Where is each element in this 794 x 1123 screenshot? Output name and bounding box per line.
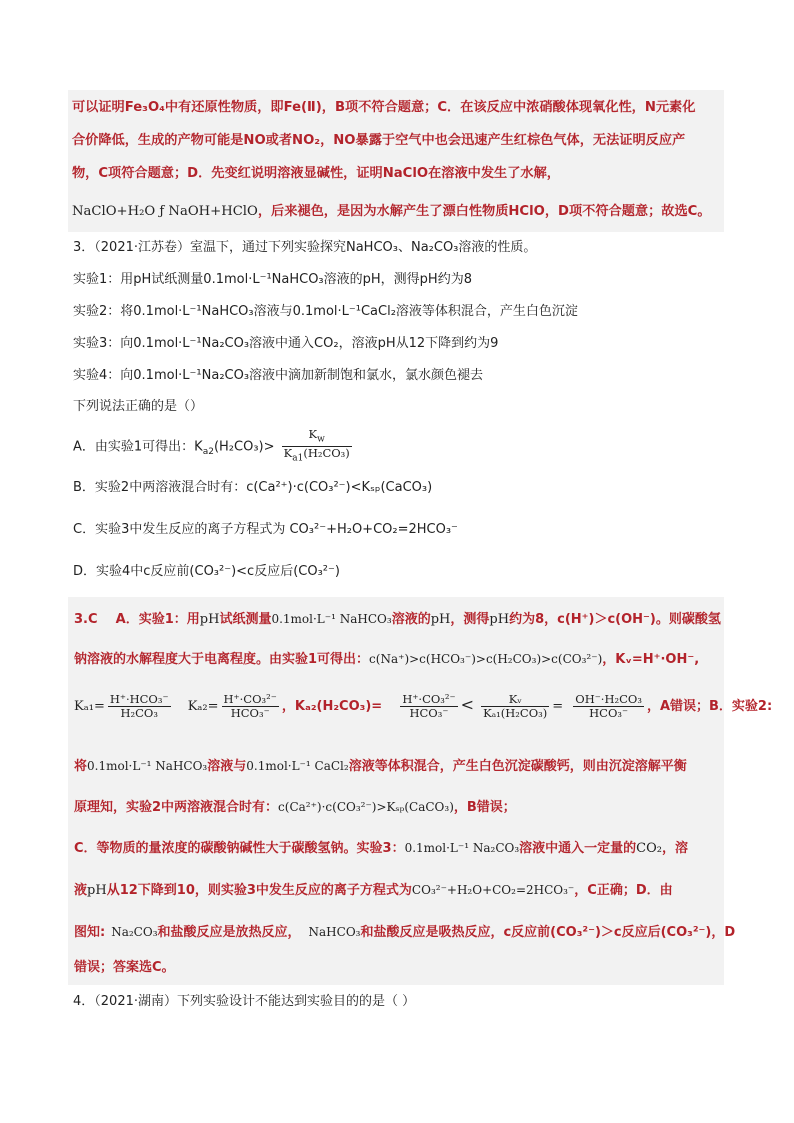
q3-option-a-prefix: A．由实验1可得出：K: [73, 439, 203, 455]
ka2-label: Kₐ₂=: [187, 699, 219, 714]
ans3-l8-s2: NaHCO₃: [308, 925, 361, 939]
q3-option-b: B．实验2中两溶液混合时有：c(Ca²⁺)·c(CO₃²⁻)<Kₛₚ(CaCO₃): [73, 480, 433, 495]
frac-den-tail: (H₂CO₃): [303, 446, 350, 461]
ans3-l7-a: 液: [74, 883, 88, 898]
ans3-line-4: [74, 756, 687, 777]
q3-stem: 3．（2021·江苏卷）室温下，通过下列实验探究NaHCO₃、Na₂CO₃溶液的性质。: [73, 240, 537, 255]
f3-num: H⁺·CO₃²⁻: [402, 692, 456, 706]
ans3-l1-e: ，测得: [450, 612, 490, 627]
frac-den-sub: a1: [292, 453, 304, 464]
ans3-l8-c: 和盐酸反应是吸热反应，c反应前(CO₃²⁻)＞c反应后(CO₃²⁻)，D: [360, 925, 736, 940]
frac-num-sub: w: [317, 434, 325, 445]
q3-option-a-sub: a2: [202, 446, 214, 457]
ans3-line-5: [74, 797, 516, 818]
ans3-l1-ph: pH: [199, 612, 220, 627]
ans3-l2-b: ，Kᵥ=H⁺·OH⁻,: [602, 652, 700, 667]
ans3-l6-c: ，溶: [662, 841, 689, 856]
ans3-l8-a: 图知:: [74, 925, 106, 940]
ans3-line-7: [74, 880, 673, 901]
prev-answer-line-4-text: ，后来褪色，是因为水解产生了漂白性物质HClO，D项不符合题意；故选C。: [257, 204, 711, 219]
ans3-l1-conc: 0.1mol·L⁻¹ NaHCO₃: [271, 612, 392, 626]
ans3-l1-b: A．实验1：用: [115, 612, 200, 627]
f5-den: HCO₃⁻: [589, 706, 629, 720]
ans3-l7-ph: pH: [87, 883, 107, 898]
ans3-line-2: [74, 649, 699, 670]
ka1-label: Kₐ₁=: [74, 699, 105, 714]
ka2-den: HCO₃⁻: [230, 706, 270, 720]
q3-exp2: 实验2：将0.1mol·L⁻¹NaHCO₃溶液与0.1mol·L⁻¹CaCl₂溶液等体积混合，产生白色沉淀: [73, 304, 578, 319]
ans3-l8-b: 和盐酸反应是放热反应，: [157, 925, 301, 940]
q3-option-c: C．实验3中发生反应的离子方程式为 CO₃²⁻+H₂O+CO₂=2HCO₃⁻: [73, 522, 458, 537]
ans3-l4-b: 溶液与: [207, 759, 247, 774]
ka2-fraction: [222, 693, 279, 720]
frac-num: K: [308, 427, 318, 441]
ans3-l3-tail: ，A错误；B．实验2:: [646, 699, 773, 714]
f4-num: Kᵥ: [481, 693, 549, 707]
q3-option-a: [73, 428, 355, 467]
q3-exp3: 实验3：向0.1mol·L⁻¹Na₂CO₃溶液中通入CO₂，溶液pH从12下降到约为9: [73, 336, 499, 351]
kw-over-ka1-fraction: [282, 428, 352, 466]
q4-stem: 4．（2021·湖南）下列实验设计不能达到实验目的的是（ ）: [73, 994, 416, 1009]
ans3-l4-c1: 0.1mol·L⁻¹ NaHCO₃: [87, 759, 208, 773]
ans3-l6-co2: CO₂: [636, 841, 662, 856]
q3-option-a-mid: (H₂CO₃)>: [213, 439, 275, 455]
ans3-line-6: [74, 838, 688, 859]
ka2-text: ，Kₐ₂(H₂CO₃)=: [281, 699, 383, 714]
f5-num: OH⁻·H₂CO₃: [575, 692, 642, 706]
ans3-l1-ph-2: pH: [430, 612, 451, 627]
q3-option-d: D．实验4中c反应前(CO₃²⁻)<c反应后(CO₃²⁻): [73, 564, 340, 579]
hydrolysis-equation: NaClO+H₂O ƒ NaOH+HClO: [72, 204, 258, 219]
frac-den: K: [283, 446, 293, 461]
ans3-line-1: [74, 609, 721, 630]
ans3-l2-a: 钠溶液的水解程度大于电离程度。由实验1可得出：: [74, 652, 370, 667]
ans3-l5-a: 原理知，实验2中两溶液混合时有：: [74, 800, 279, 815]
ans3-l1-c: 试纸测量: [219, 612, 272, 627]
ans3-l1-ph-3: pH: [489, 612, 510, 627]
ans3-l4-a: 将: [74, 759, 88, 774]
ans3-l6-a: C．等物质的量浓度的碳酸钠碱性大于碳酸氢钠。实验3：: [74, 841, 405, 856]
answer-label: 3.C: [74, 612, 98, 627]
ans3-l5-b: ，B错误；: [453, 800, 516, 815]
ans3-l4-c: 溶液等体积混合，产生白色沉淀碳酸钙，则由沉淀溶解平衡: [348, 759, 687, 774]
prev-answer-line-1: 可以证明Fe₃O₄中有还原性物质，即Fe(Ⅱ)，B项不符合题意；C．在该反应中浓硝酸体现氧化性，N元素化: [72, 100, 696, 115]
ans3-l5-eq: c(Ca²⁺)·c(CO₃²⁻)>Kₛₚ(CaCO₃): [278, 800, 454, 814]
ans3-l1-d: 溶液的: [391, 612, 431, 627]
ka2-fraction-2: [400, 693, 457, 720]
kh-fraction: [573, 693, 644, 720]
prev-answer-block: [68, 90, 724, 232]
ans3-l7-eq: CO₃²⁻+H₂O+CO₂=2HCO₃⁻: [411, 883, 575, 897]
less-than: <: [460, 695, 474, 714]
ans3-l4-c2: 0.1mol·L⁻¹ CaCl₂: [246, 759, 349, 773]
ans3-line-3: [74, 685, 772, 727]
ans3-line-9: 错误；答案选C。: [74, 960, 175, 975]
kw-ka1-fraction: [481, 693, 549, 720]
q3-exp1: 实验1：用pH试纸测量0.1mol·L⁻¹NaHCO₃溶液的pH，测得pH约为8: [73, 272, 472, 287]
ans3-l6-conc: 0.1mol·L⁻¹ Na₂CO₃: [404, 841, 520, 855]
ka2-num: H⁺·CO₃²⁻: [223, 692, 277, 706]
ans3-l2-eq: c(Na⁺)>c(HCO₃⁻)>c(H₂CO₃)>c(CO₃²⁻): [369, 652, 603, 666]
ans3-l7-b: 从12下降到10，则实验3中发生反应的离子方程式为: [106, 883, 412, 898]
f4-den: Kₐ₁(H₂CO₃): [483, 706, 548, 720]
prev-answer-line-2: 合价降低，生成的产物可能是NO或者NO₂，NO暴露于空气中也会迅速产生红棕色气体，无法证明反应产: [72, 133, 686, 148]
q3-exp4: 实验4：向0.1mol·L⁻¹Na₂CO₃溶液中滴加新制饱和氯水，氯水颜色褪去: [73, 368, 484, 383]
ka1-fraction: [108, 693, 171, 720]
ans3-l7-c: ，C正确；D．由: [574, 883, 673, 898]
equals: =: [552, 699, 564, 714]
ans3-l8-s1: Na₂CO₃: [111, 925, 158, 939]
ka1-num: H⁺·HCO₃⁻: [109, 692, 169, 706]
answer-3-block: [68, 597, 773, 985]
prev-answer-line-4: [72, 202, 711, 222]
ans3-line-8: [74, 922, 735, 943]
ans3-l1-f: 约为8，c(H⁺)＞c(OH⁻)。则碳酸氢: [509, 612, 721, 627]
f3-den: HCO₃⁻: [409, 706, 449, 720]
q3-ask: 下列说法正确的是（）: [73, 399, 204, 414]
ans3-l6-b: 溶液中通入一定量的: [519, 841, 637, 856]
prev-answer-line-3: 物，C项符合题意；D．先变红说明溶液显碱性，证明NaClO在溶液中发生了水解，: [72, 166, 560, 181]
ka1-den: H₂CO₃: [120, 706, 158, 720]
